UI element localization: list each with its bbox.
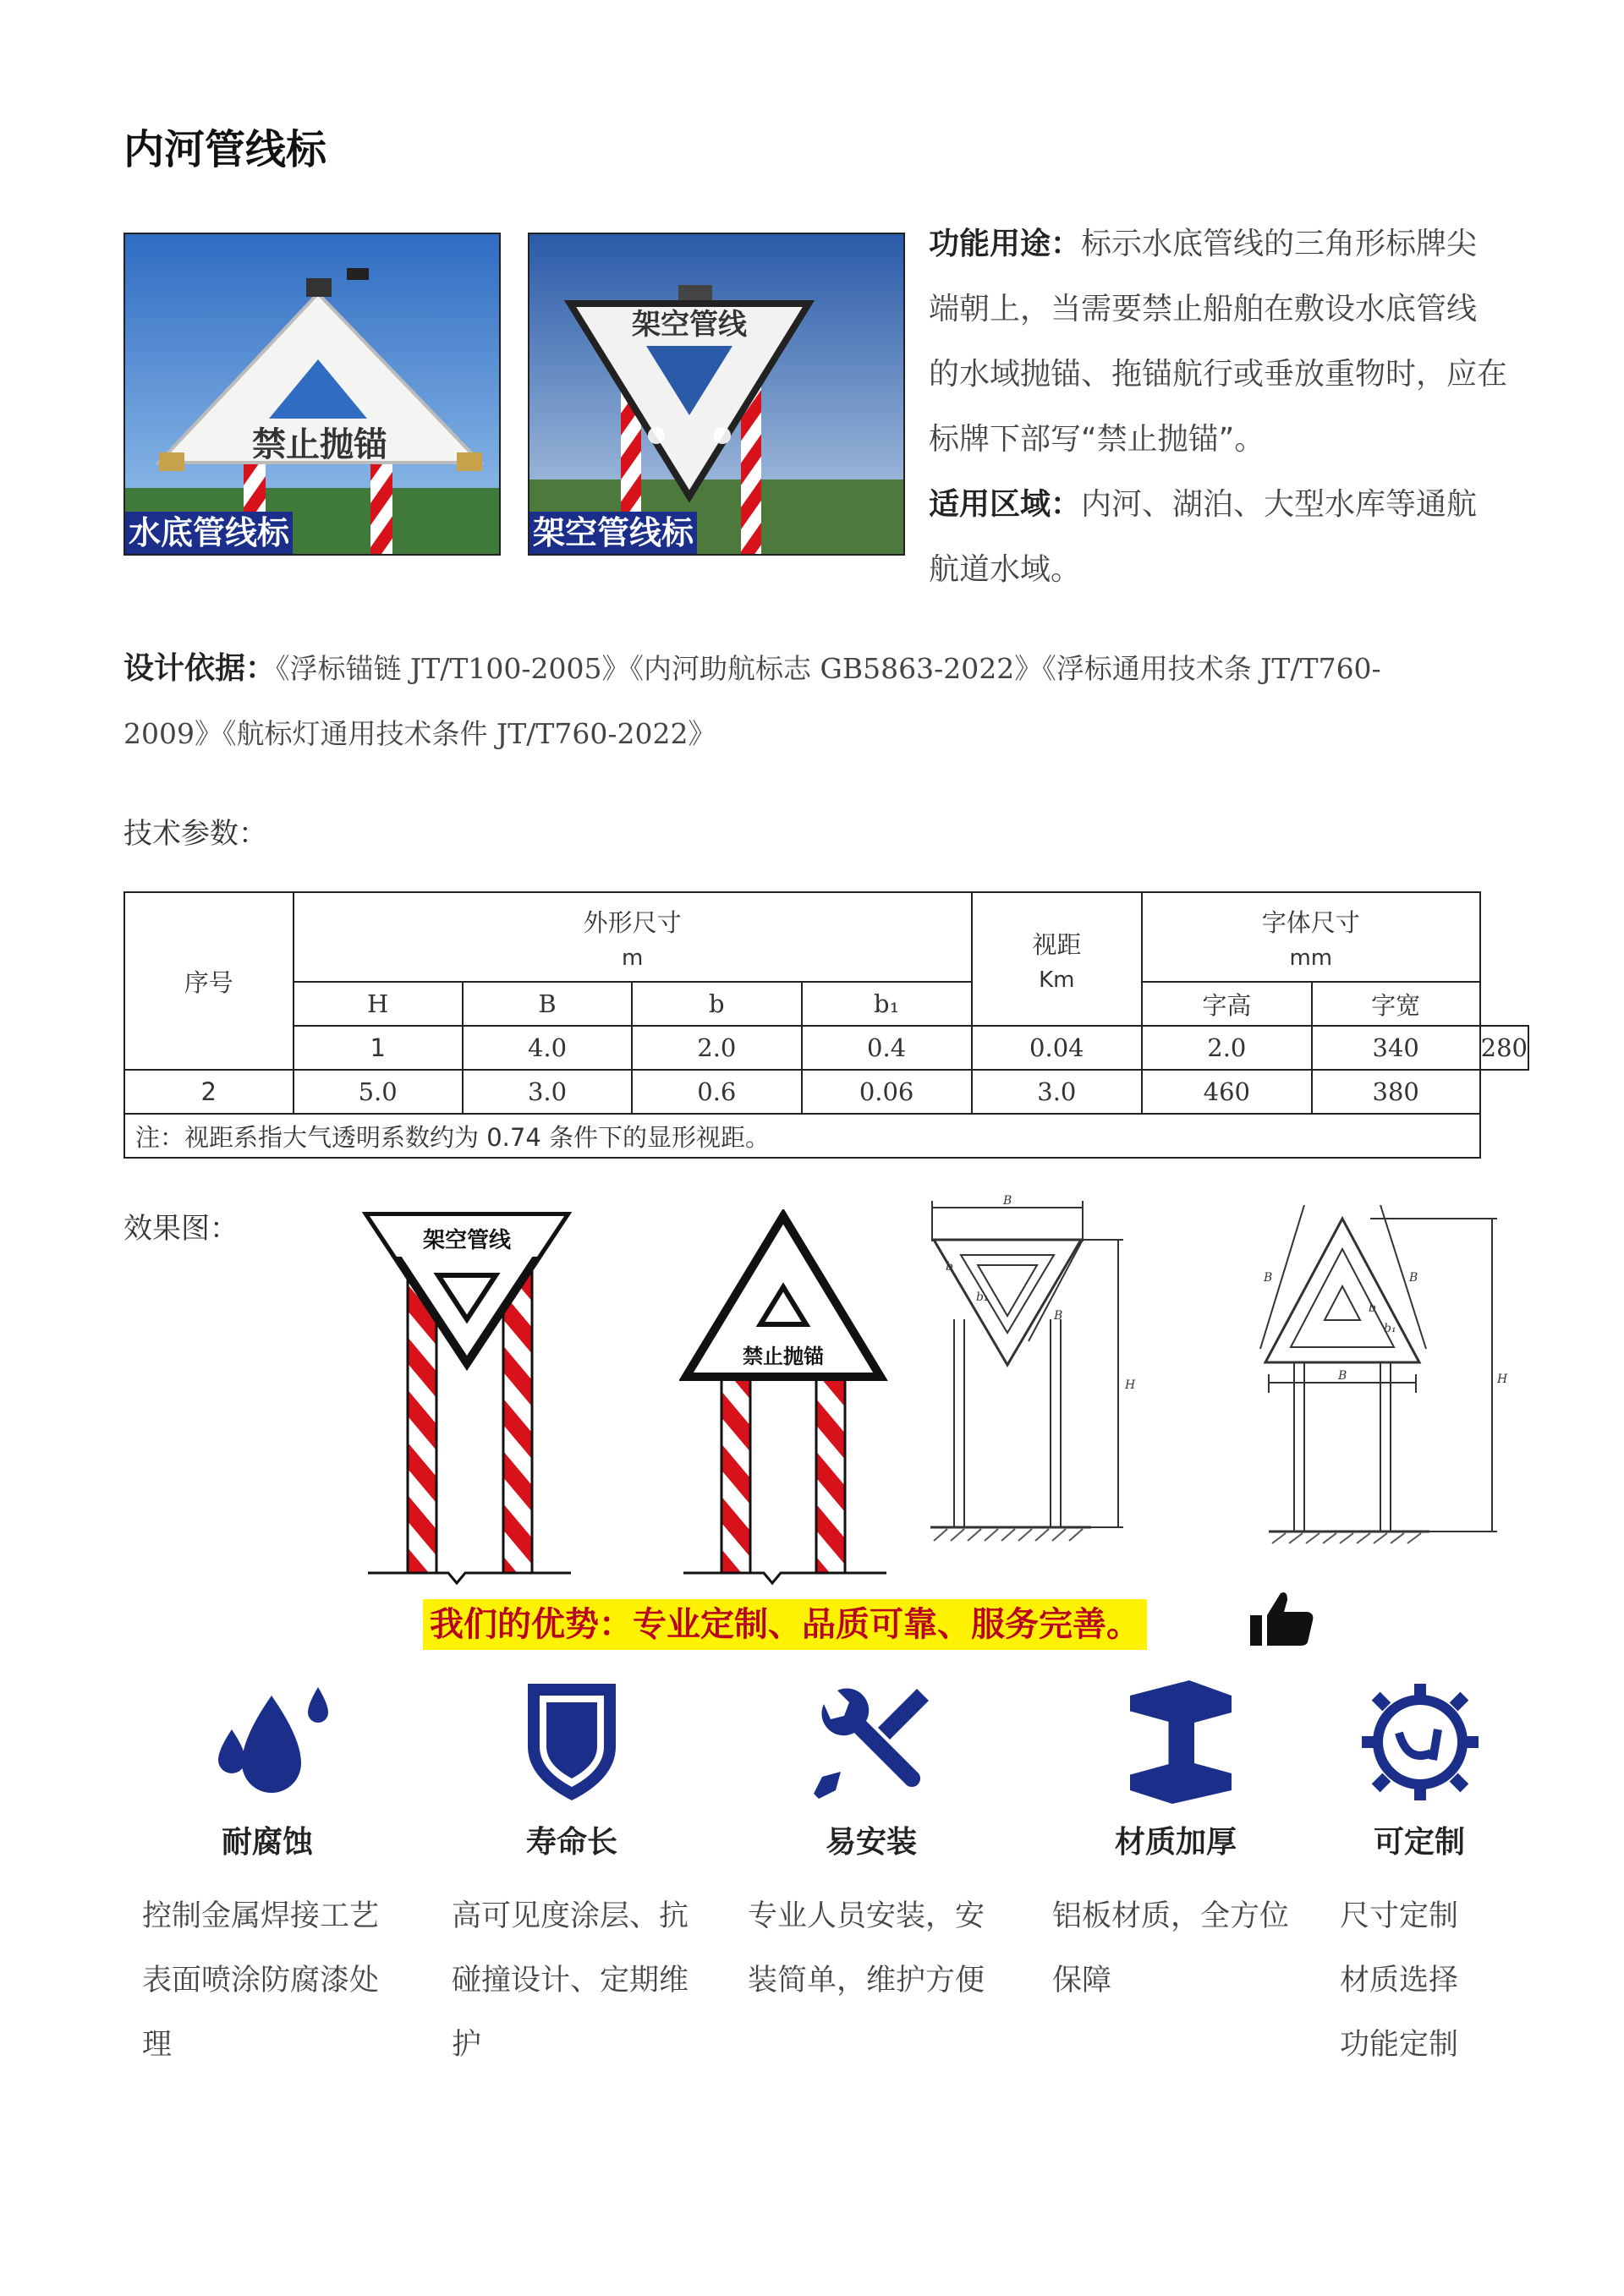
feature-desc-custom: 尺寸定制 材质选择 功能定制 (1340, 1899, 1459, 2062)
sub-header-b1: b₁ (802, 982, 972, 1026)
dim-label-B-side: B (1054, 1309, 1063, 1323)
photo2-sign-text: 架空管线 (632, 308, 747, 342)
drawing-underwater-sign (679, 1209, 891, 1588)
photo1-sign-text: 禁止抛锚 (252, 425, 387, 464)
drawing1-sign-text: 架空管线 (422, 1228, 512, 1253)
feature-desc-material: 铝板材质，全方位 保障 (1052, 1899, 1290, 1997)
table-row: 1 4.0 2.0 0.4 0.04 2.0 340 280 (124, 1026, 1528, 1070)
water-drops-icon (208, 1679, 335, 1806)
function-description: 功能用途：标示水底管线的三角形标牌尖 端朝上，当需要禁止船舶在敷设水底管线 的水域抛锚、拖锚航行或垂放重物时，应在 标牌下部写“禁止抛锚”。 适用区域：内河、湖泊、大型水库等通航 航道水域。 (929, 227, 1508, 587)
sub-header-font-width: 字宽 (1312, 982, 1480, 1026)
feature-desc-install: 专业人员安装，安 装简单，维护方便 (748, 1899, 985, 1997)
area-label: 适用区域： (929, 487, 1082, 522)
feature-title-lifespan: 寿命长 (525, 1825, 617, 1860)
header-font: 字体尺寸 mm (1142, 892, 1480, 982)
feature-title-custom: 可定制 (1373, 1825, 1465, 1860)
dim-label-b: b (946, 1260, 953, 1274)
function-label: 功能用途： (929, 227, 1082, 261)
photo-overhead-sign (528, 233, 905, 556)
drawing2-sign-text: 禁止抛锚 (743, 1345, 824, 1368)
advantage-banner: 我们的优势：专业定制、品质可靠、服务完善。 (423, 1599, 1147, 1650)
feature-desc-corrosion: 控制金属焊接工艺 表面喷涂防腐漆处 理 (142, 1899, 380, 2062)
feature-desc-lifespan: 高可见度涂层、抗 碰撞设计、定期维 护 (452, 1899, 689, 2062)
dim4-label-b: b (1369, 1301, 1376, 1315)
drawing-technical-overhead (922, 1192, 1167, 1564)
feature-title-install: 易安装 (825, 1825, 917, 1860)
drawing-overhead-sign (359, 1201, 579, 1588)
shield-icon (521, 1679, 623, 1806)
sub-header-font-height: 字高 (1142, 982, 1312, 1026)
wrench-screwdriver-icon (807, 1679, 934, 1806)
dim-label-B: B (1003, 1194, 1012, 1208)
steel-beam-icon (1113, 1679, 1240, 1806)
table-note: 注：视距系指大气透明系数约为 0.74 条件下的显形视距。 (124, 1114, 1480, 1158)
drawing-technical-underwater (1243, 1205, 1514, 1564)
sub-header-B: B (463, 982, 632, 1026)
photo-caption-underwater: 水底管线标 (125, 512, 293, 554)
header-view: 视距 Km (972, 892, 1142, 1026)
table-row: 2 5.0 3.0 0.6 0.06 3.0 460 380 (124, 1070, 1528, 1114)
dim4-label-B-bottom: B (1338, 1369, 1347, 1383)
thumbs-up-icon (1248, 1590, 1316, 1649)
photo-underwater-sign (123, 233, 501, 556)
dim4-label-B-left: B (1264, 1271, 1273, 1285)
effect-label: 效果图： (123, 1212, 239, 1246)
spec-table (123, 891, 1529, 1159)
header-shape: 外形尺寸 m (294, 892, 972, 982)
design-label: 设计依据： (123, 651, 277, 686)
dim4-label-b1: b₁ (1384, 1322, 1396, 1335)
feature-title-material: 材质加厚 (1114, 1825, 1237, 1860)
sub-header-H: H (294, 982, 463, 1026)
sub-header-b: b (632, 982, 801, 1026)
feature-title-corrosion: 耐腐蚀 (221, 1825, 313, 1860)
dim-label-b1: b₁ (976, 1290, 989, 1304)
design-basis: 设计依据：《浮标锚链 JT/T100-2005》《内河助航标志 GB5863-2022》《浮标通用技术条 JT/T760- 2009》《航标灯通用技术条件 JT/T760-2022》 (123, 651, 1381, 750)
custom-gear-icon (1357, 1679, 1484, 1806)
page-title: 内河管线标 (123, 126, 327, 173)
photo-caption-overhead: 架空管线标 (529, 512, 697, 554)
dim4-label-B-right: B (1409, 1271, 1418, 1285)
dim4-label-H: H (1497, 1373, 1508, 1386)
params-label: 技术参数： (123, 817, 267, 851)
dim-label-H: H (1125, 1378, 1136, 1392)
header-no: 序号 (124, 892, 294, 1070)
